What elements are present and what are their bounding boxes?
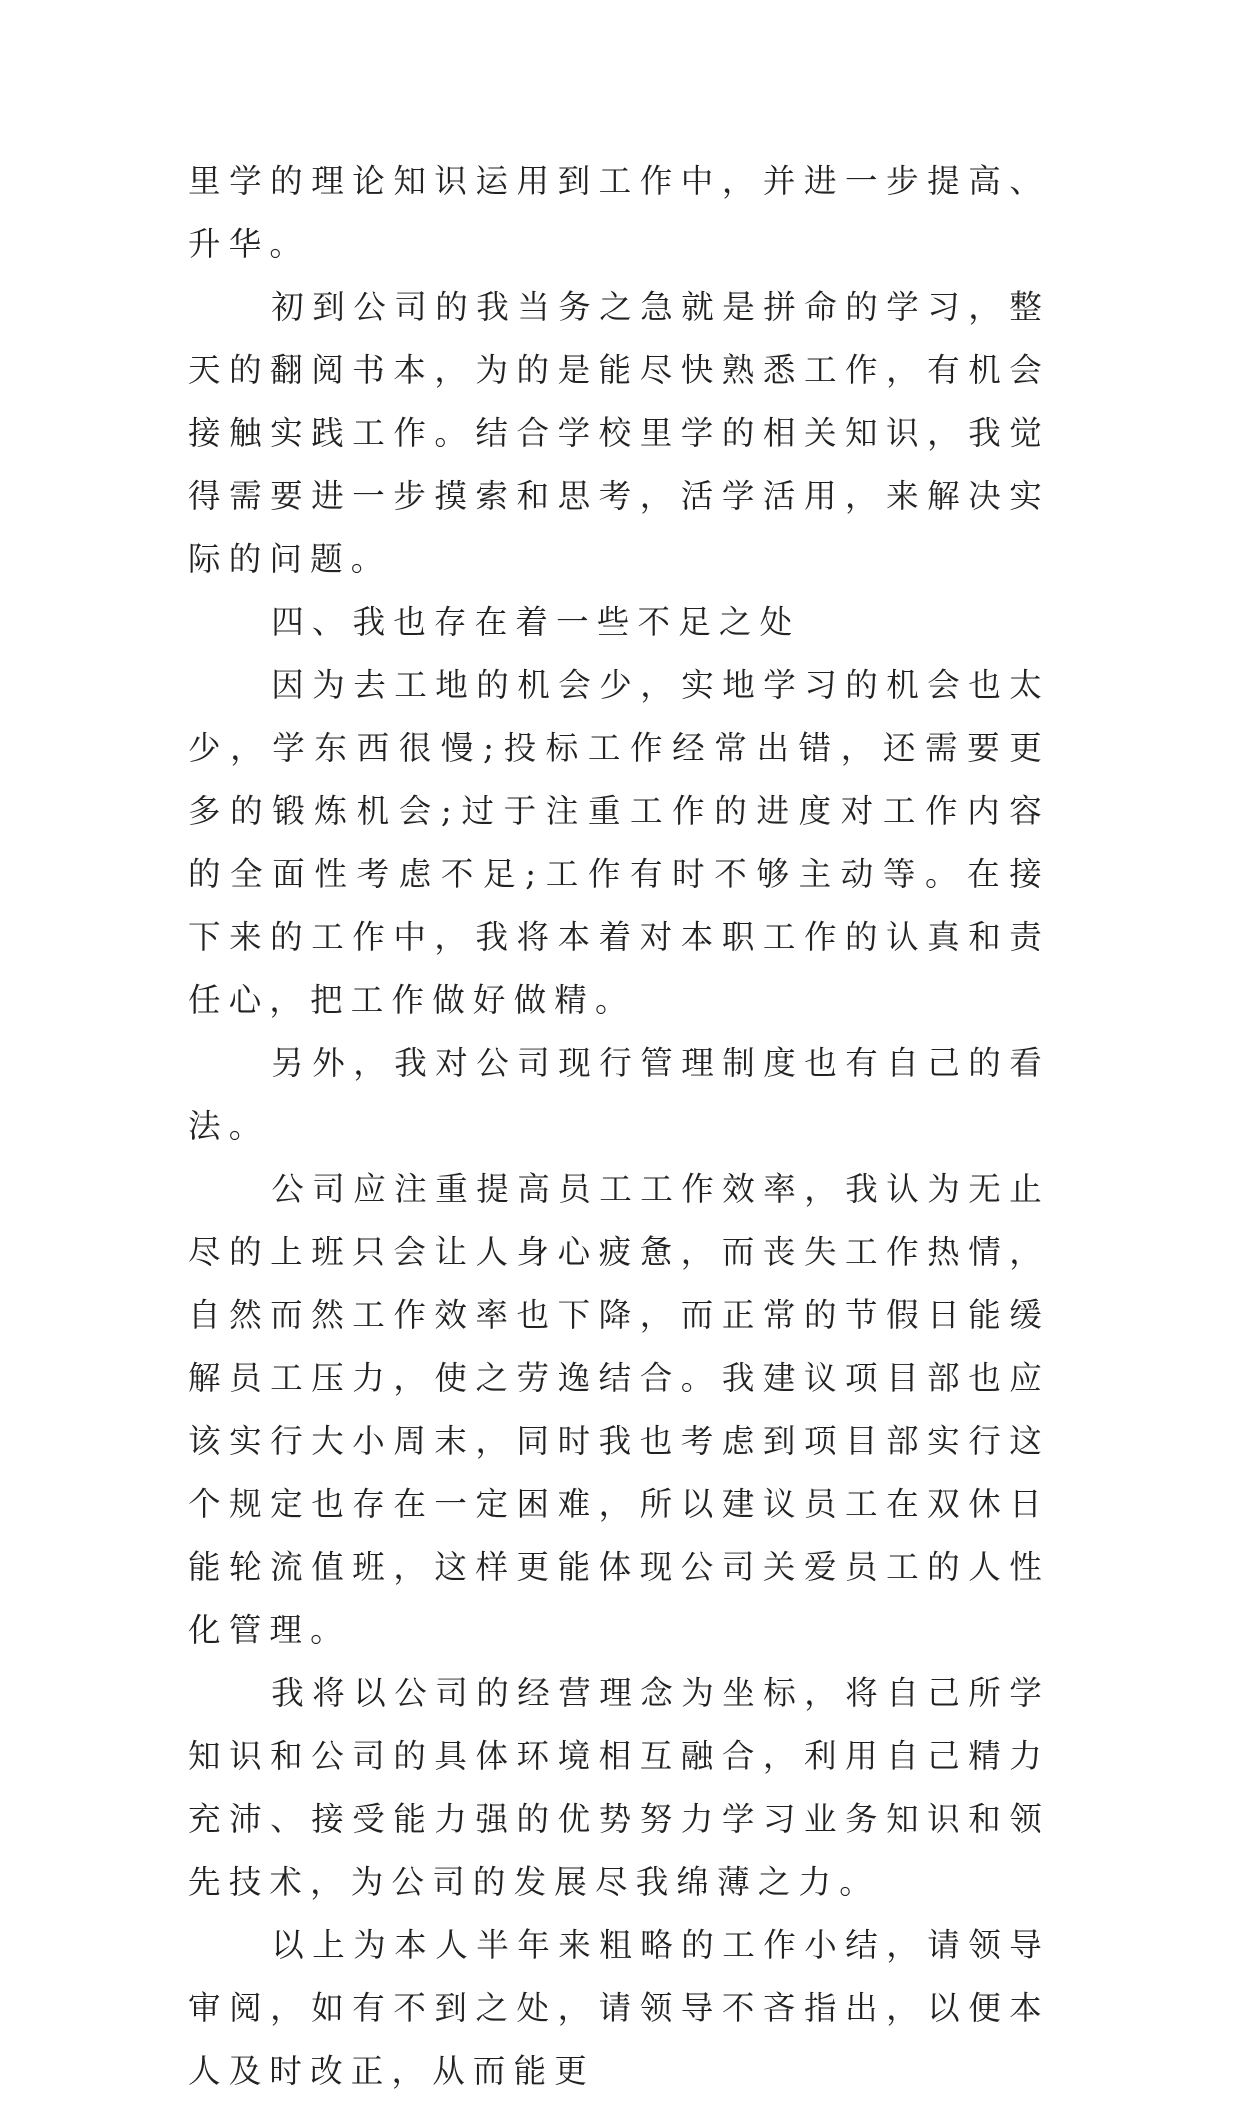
paragraph-closing: 以上为本人半年来粗略的工作小结，请领导审阅，如有不到之处，请领导不吝指出，以便本人及时改正，从而能更 (188, 1926, 1050, 2090)
paragraph-shortcomings: 因为去工地的机会少，实地学习的机会也太少，学东西很慢;投标工作经常出错，还需要更多的锻炼机会;过于注重工作的进度对工作内容的全面性考虑不足;工作有时不够主动等。在接下来的工作中，我将本着对本职工作的认真和责任心，把工作做好做精。 (188, 666, 1050, 1019)
paragraph-opinion-intro: 另外，我对公司现行管理制度也有自己的看法。 (188, 1044, 1050, 1145)
section-heading: 四、我也存在着一些不足之处 (271, 603, 801, 641)
paragraph-learning: 初到公司的我当务之急就是拼命的学习，整天的翻阅书本，为的是能尽快熟悉工作，有机会接触实践工作。结合学校里学的相关知识，我觉得需要进一步摸索和思考，活学活用，来解决实际的问题。 (188, 288, 1050, 578)
paragraph-commitment: 我将以公司的经营理念为坐标，将自己所学知识和公司的具体环境相互融合，利用自己精力充沛、接受能力强的优势努力学习业务知识和领先技术，为公司的发展尽我绵薄之力。 (188, 1674, 1050, 1901)
paragraph-suggestion: 公司应注重提高员工工作效率，我认为无止尽的上班只会让人身心疲惫，而丧失工作热情，自然而然工作效率也下降，而正常的节假日能缓解员工压力，使之劳逸结合。我建议项目部也应该实行大小周末，同时我也考虑到项目部实行这个规定也存在一定困难，所以建议员工在双休日能轮流值班，这样更能体现公司关爱员工的人性化管理。 (188, 1170, 1050, 1649)
paragraph-continuation: 里学的理论知识运用到工作中，并进一步提高、升华。 (188, 162, 1050, 263)
document-page (188, 150, 1050, 2103)
